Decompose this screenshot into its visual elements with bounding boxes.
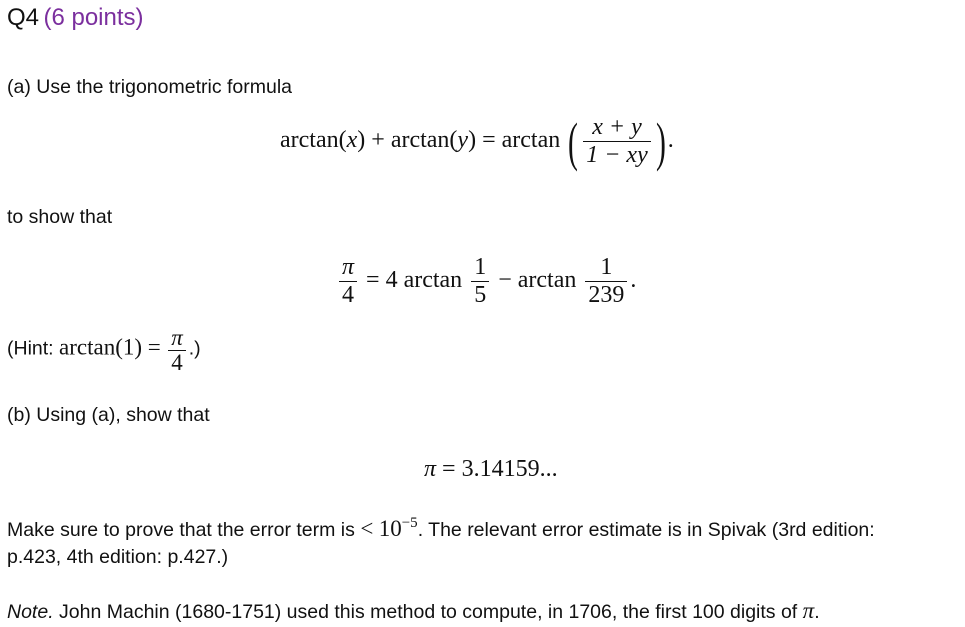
formula-numerator: x + y <box>583 114 651 142</box>
error-less-than: < <box>360 516 374 541</box>
note-pi-symbol: π <box>802 598 815 623</box>
formula-y: y <box>457 127 469 154</box>
error-exponent: −5 <box>401 515 418 531</box>
pi-value: = 3.14159... <box>442 456 558 482</box>
hint-fraction <box>168 326 186 375</box>
machin-lhs-denominator: 4 <box>342 282 355 308</box>
formula-plus: + <box>371 127 385 154</box>
points-label: (6 points) <box>43 4 144 31</box>
machin-formula <box>336 254 636 309</box>
one-fifth-fraction <box>471 254 489 309</box>
error-term-line-2: p.423, 4th edition: p.427.) <box>7 546 229 568</box>
formula-arctan-2: arctan( <box>390 127 458 154</box>
one-over-239-fraction <box>585 254 627 309</box>
part-b-intro: (b) Using (a), show that <box>7 404 210 426</box>
error-text-2: . The relevant error estimate is in Spivak (3rd edition: <box>417 519 875 541</box>
left-paren: ( <box>568 111 579 172</box>
arctan-addition-formula <box>280 111 674 172</box>
machin-minus-arctan: − arctan <box>498 267 577 294</box>
note-text: John Machin (1680-1751) used this method to compute, in 1706, the first 100 digits of <box>59 601 798 623</box>
error-base: 10 <box>378 516 402 541</box>
hint-numerator: π <box>168 326 186 351</box>
formula-x: x <box>346 127 358 154</box>
machin-f2-denominator: 239 <box>588 282 625 308</box>
question-number: Q4 <box>7 4 40 31</box>
formula-paren-close-1: ) <box>357 127 366 154</box>
hint-close: .) <box>188 337 201 360</box>
error-term-line-1 <box>7 511 875 542</box>
formula-equals: = <box>482 127 496 154</box>
question-title <box>7 3 144 33</box>
error-bound <box>379 516 418 541</box>
hint-open: (Hint: <box>7 337 60 360</box>
pi-over-4-fraction <box>339 254 357 309</box>
machin-f2-numerator: 1 <box>585 254 627 282</box>
formula-arctan-1: arctan( <box>280 127 347 154</box>
hint-expression: arctan(1) = <box>59 334 161 360</box>
to-show-that: to show that <box>7 206 113 228</box>
formula-paren-close-2: ) <box>468 127 477 154</box>
machin-f1-denominator: 5 <box>474 282 487 308</box>
hint-denominator: 4 <box>171 350 183 375</box>
pi-result <box>424 455 558 483</box>
note-label: Note. <box>7 601 54 623</box>
formula-fraction <box>583 114 651 169</box>
right-paren: ) <box>655 111 666 172</box>
part-a-intro: (a) Use the trigonometric formula <box>7 76 293 98</box>
formula-period: . <box>667 127 674 154</box>
pi-symbol: π <box>424 456 437 482</box>
machin-4-arctan: = 4 arctan <box>366 267 463 294</box>
machin-f1-numerator: 1 <box>471 254 489 282</box>
machin-lhs-numerator: π <box>339 254 357 282</box>
machin-period: . <box>630 267 637 294</box>
error-text-1: Make sure to prove that the error term is <box>7 519 355 541</box>
formula-denominator: 1 − xy <box>586 142 648 168</box>
formula-arctan-rhs: arctan <box>501 127 561 154</box>
note-line <box>7 599 820 624</box>
hint-line <box>7 326 201 375</box>
note-period: . <box>814 601 820 623</box>
